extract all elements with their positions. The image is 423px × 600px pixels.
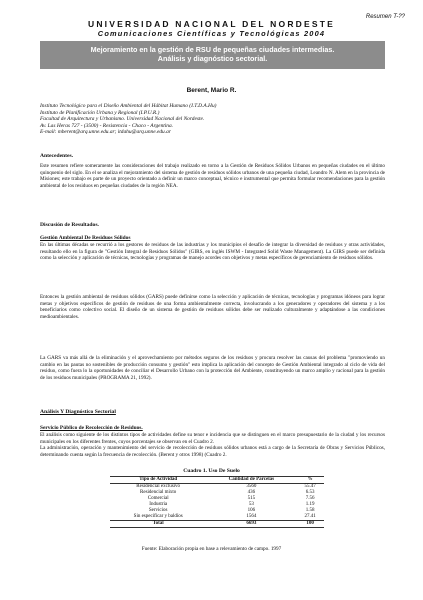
heading-discusion: Discusión de Resultados.: [40, 222, 99, 228]
column-header: %: [296, 477, 324, 484]
table-total-row: [110, 521, 324, 528]
title-box: [40, 41, 385, 69]
table-caption: Cuadro 1. Uso De Suelo: [183, 468, 240, 474]
university-name: UNIVERSIDAD NACIONAL DEL NORDESTE: [87, 19, 336, 29]
table-cell: 1564: [246, 514, 257, 519]
author: Berent, Mario R.: [186, 87, 237, 94]
table-cell: 3560: [246, 484, 257, 489]
heading-gestion: Gestión Ambiental De Residuos Sólidos: [40, 235, 131, 241]
table-cell: Sin especificar y baldíos: [133, 514, 183, 519]
table-header-row: [110, 477, 324, 484]
column-header: Cantidad de Parcelas: [206, 477, 296, 484]
heading-servicio: Servicio Público de Recolección de Residuos.: [40, 425, 143, 431]
paragraph-antecedentes: Este resumen refiere someramente las consideraciones del trabajo realizado en torno a la Gestión de Residuos Sólidos Urbanos en pequeñas ciudades en el último quinquenio del siglo. En el se analiza el mejoramiento del sistema de gestión de residuos sólidos urbanos de una pequeña ciudad, Leandro N. Alem en la provincia de Misiones; este trabajo es parte de un proyecto orientado a definir un marco conceptual, técnico e instrumental que permita formular recomendaciones para la gestión ambiental de los residuos en pequeñas ciudades de la región NEA.: [40, 163, 385, 189]
affiliation-line: Instituto de Planificación Urbana y Regional (I.P.U.R.): [40, 109, 160, 116]
paragraph-servicio-2: La administración, operación y mantenimiento del servicio de recolección de residuos sólidos urbanos está a cargo de la Secretaría de Obras y Servicios Públicos, determinando cuenta según la frecuencia de recolección. (Berent y otros 1998) (Cuadro 2.: [40, 445, 385, 458]
table-cell: Residencial exclusivo: [136, 484, 181, 489]
table-cell: 6693: [206, 521, 296, 528]
affiliation-line: Av. Las Heras 727 - (3500) - Resistencia - Chaco - Argentina.: [40, 122, 173, 129]
table-cell: Total: [110, 521, 206, 528]
table-cell: 515: [247, 496, 256, 501]
table-cell: 27.41: [304, 514, 316, 519]
affiliation-line: Instituto Tecnológico para el Diseño Ambiental del Hábitat Humano (I.T.D.A.Hu): [40, 103, 217, 109]
column-header: Tipo de Actividad: [110, 477, 206, 484]
table-cell: 436: [247, 490, 256, 495]
table-cell: 55.47: [304, 484, 316, 489]
heading-antecedentes: Antecedentes.: [40, 153, 74, 159]
affiliations: [40, 103, 385, 136]
table-source: Fuente: Elaboración propia en base a relevamiento de campo. 1997: [141, 546, 282, 552]
title-line-2: Análisis y diagnóstico sectorial.: [157, 54, 268, 63]
table-cell: Residencial mixto: [140, 490, 177, 495]
paragraph-gestion-1: En las últimas décadas se recurrió a los gestores de residuos de las industrias y los municipios el desafío de integrar la diversidad de residuos y otras actividades, resultando ello en la figura de "Gestión Integral de Residuos Sólidos" (GIRS, en inglés ISWM - Integrated Solid Waste Management). La GIRS puede ser definida como la selección y aplicación de técnicas, tecnologías y programas de manejo acordes con objetivos y metas específicos de gerenciamiento de residuos sólidos.: [40, 242, 385, 262]
table-cell: 7.56: [305, 496, 315, 501]
paragraph-gestion-3: La GARS va más allá de la eliminación y el aprovechamiento por métodos seguros de los residuos y procura resolver las causas del problema "promoviendo un cambio en las pautas no sostenibles de producción consumo y gestión" esto implica la aplicación del concepto de Gestión Ambiental integrado al ciclo de vida del residuo, como fuera lo la oportunidades de conciliar el Desarrollo Urbano con la protección del Ambiente, constituyendo un marco amplio y racional para la gestión de los residuos municipales (PROGRAMA 21, 1992).: [40, 355, 385, 381]
affiliation-email: E-mail: mberent@arq.unne.edu.ar; itdahu@arq.unne.edu.ar: [40, 129, 171, 136]
affiliation-line: Facultad de Arquitectura y Urbanismo. Universidad Nacional del Nordeste.: [40, 116, 205, 123]
journal-name: Comunicaciones Científicas y Tecnológicas 2004: [97, 29, 326, 38]
title-line-1: Mejoramiento en la gestión de RSU de pequeñas ciudades intermedias.: [90, 45, 335, 54]
paragraph-gestion-2: Entonces la gestión ambiental de residuos sólidos (GARS) puede definirse como la selección y aplicación de técnicas, tecnologías y programas idóneos para lograr metas y objetivos específicos de gestión de residuos de una forma ambientalmente correcta, involucrando a los generadores y operadores del sistema y a los beneficiarios como colectivo social. El diseño de un sistema de gestión de residuos sólidos debe ser realizado culturalmente y adaptándose a las condiciones medioambientales.: [40, 294, 385, 320]
table-cell: 1.58: [305, 508, 315, 513]
table-cell: Servicios: [148, 508, 168, 513]
document-number: Resumen T-??: [365, 14, 405, 20]
land-use-table: [110, 476, 324, 528]
table-cell: 1.19: [305, 502, 315, 507]
table-cell: Industria: [149, 502, 168, 507]
table-cell: Comercial: [147, 496, 169, 501]
table-cell: 106: [247, 508, 256, 513]
paragraph-servicio-1: El análisis como siguiente de los distintos tipos de actividades define su tenor e incidencia que se distinguen en el marco presupuestario de la ciudad y los recursos municipales en los diferentes frentes, cuyos porcentajes se observan en el Cuadro 2.: [40, 432, 385, 445]
table-cell: 100: [296, 521, 324, 528]
table-cell: 53: [248, 502, 254, 507]
heading-analisis: Análisis Y Diagnóstico Sectorial: [40, 409, 116, 415]
table-cell: 6.53: [305, 490, 315, 495]
